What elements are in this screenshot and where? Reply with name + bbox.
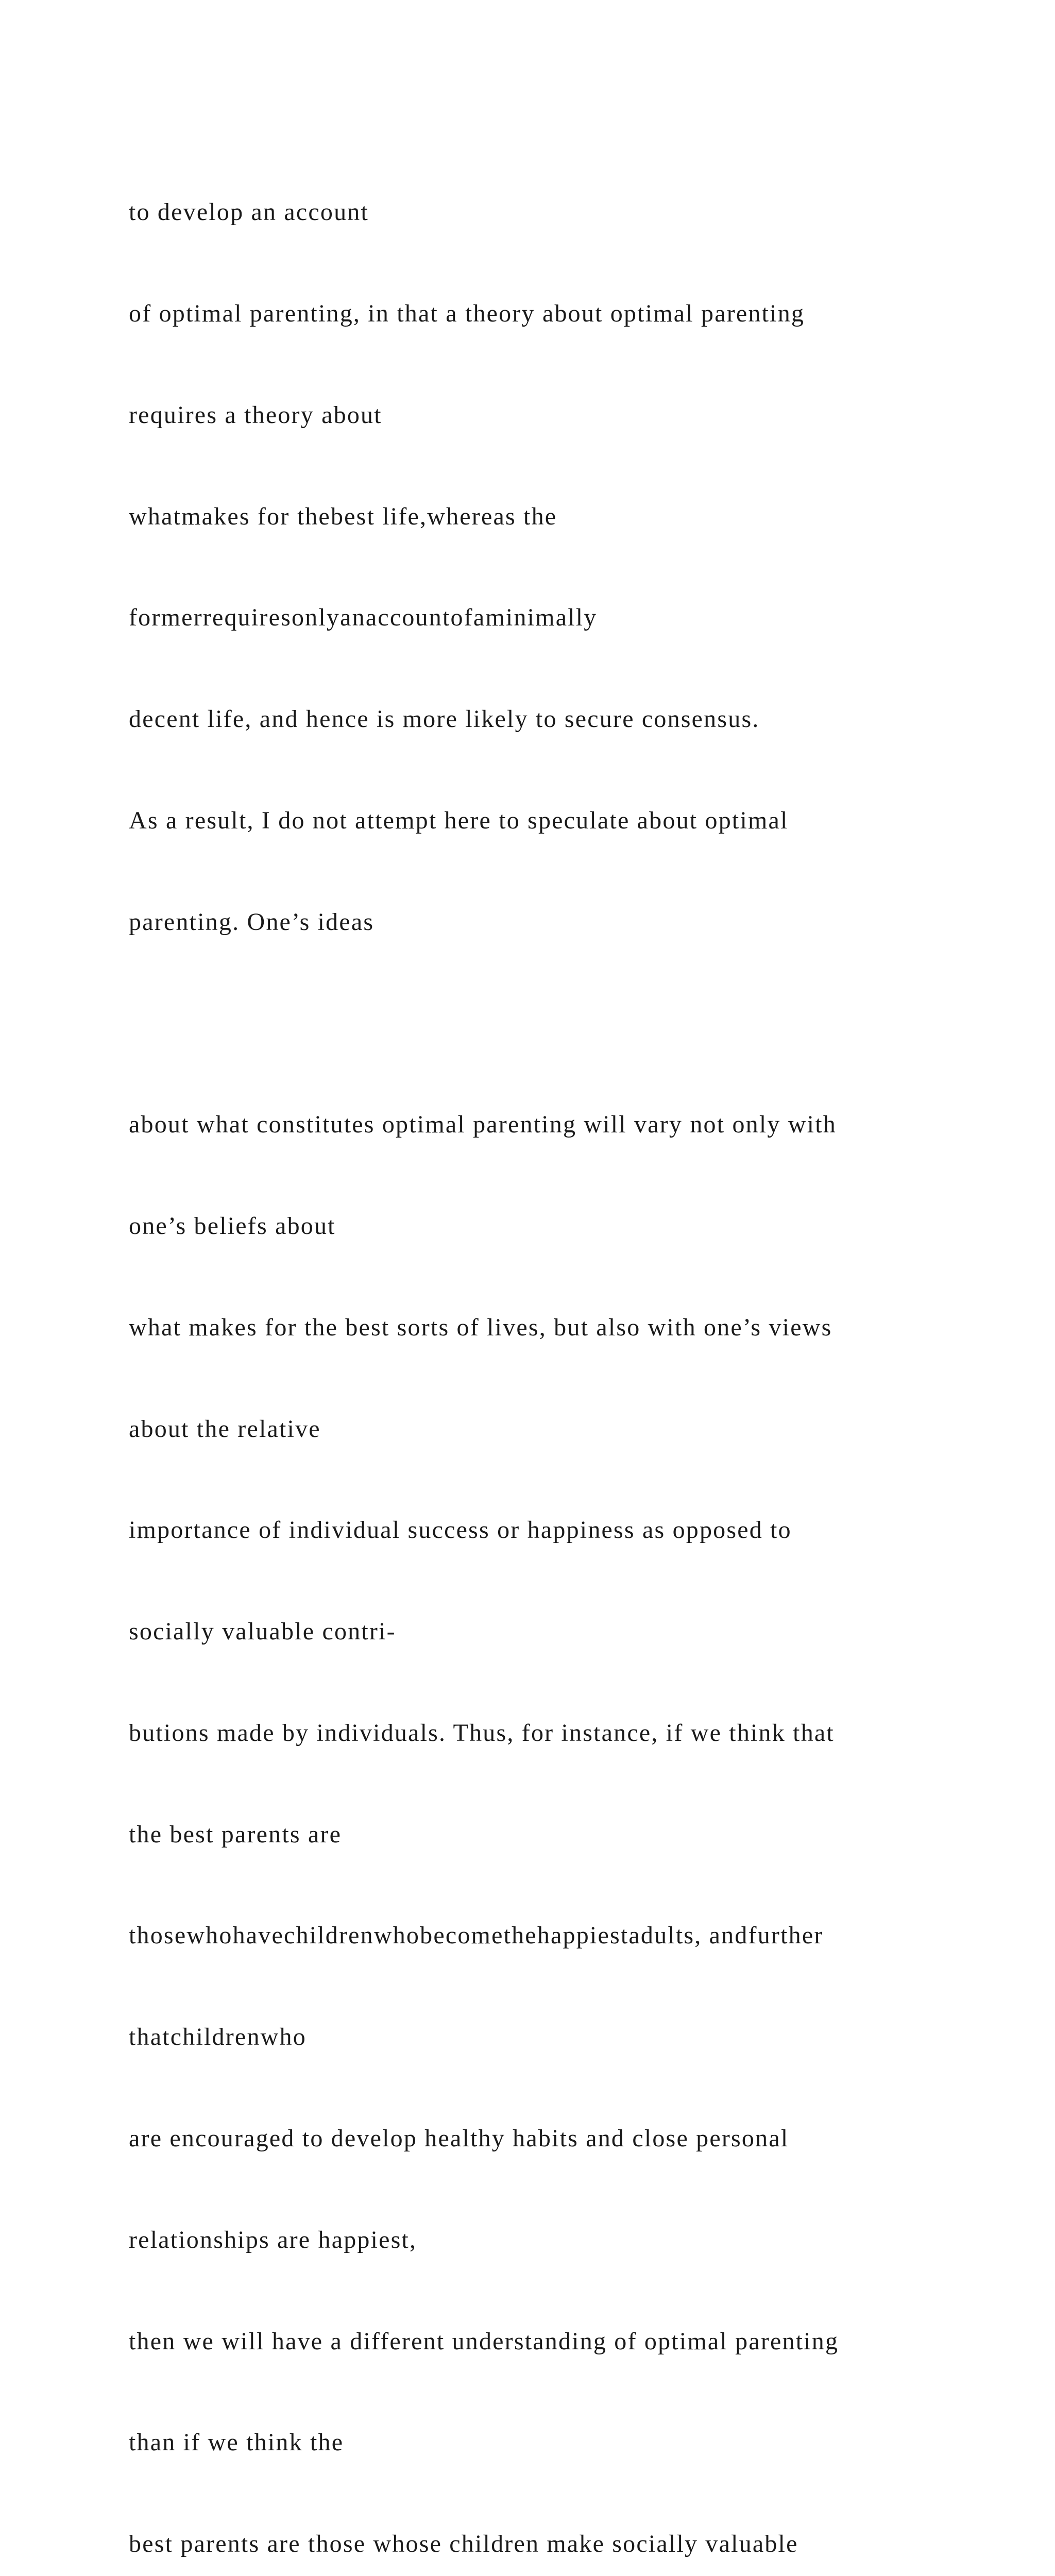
text-line: one’s beliefs about bbox=[129, 1212, 336, 1240]
text-line: best parents are those whose children make socially valuable bbox=[129, 2530, 798, 2558]
text-line: requires a theory about bbox=[129, 401, 382, 429]
body-text bbox=[129, 128, 1005, 2576]
text-line: butions made by individuals. Thus, for instance, if we think that bbox=[129, 1719, 835, 1747]
text-line: about what constitutes optimal parenting will vary not only with bbox=[129, 1111, 837, 1139]
text-line: importance of individual success or happiness as opposed to bbox=[129, 1516, 792, 1544]
blank-line bbox=[129, 1006, 1005, 1040]
text-line: then we will have a different understanding of optimal parenting bbox=[129, 2327, 839, 2355]
text-line: whatmakes for thebest life,whereas the bbox=[129, 502, 557, 530]
text-line: than if we think the bbox=[129, 2429, 344, 2456]
text-line: thatchildrenwho bbox=[129, 2023, 307, 2051]
text-line: As a result, I do not attempt here to speculate about optimal bbox=[129, 806, 789, 834]
text-line: to develop an account bbox=[129, 198, 369, 226]
text-line: of optimal parenting, in that a theory about optimal parenting bbox=[129, 299, 805, 327]
text-line: decent life, and hence is more likely to secure consensus. bbox=[129, 705, 760, 733]
text-line: relationships are happiest, bbox=[129, 2226, 417, 2253]
text-line: socially valuable contri- bbox=[129, 1618, 396, 1646]
text-line: are encouraged to develop healthy habits and close personal bbox=[129, 2125, 789, 2153]
text-line: thosewhohavechildrenwhobecomethehappiestadults, andfurther bbox=[129, 1922, 824, 1950]
text-line: formerrequiresonlyanaccountofaminimally bbox=[129, 604, 598, 632]
text-line: about the relative bbox=[129, 1415, 321, 1443]
text-line: parenting. One’s ideas bbox=[129, 908, 375, 936]
text-line: the best parents are bbox=[129, 1820, 342, 1848]
text-line: what makes for the best sorts of lives, but also with one’s views bbox=[129, 1313, 832, 1341]
